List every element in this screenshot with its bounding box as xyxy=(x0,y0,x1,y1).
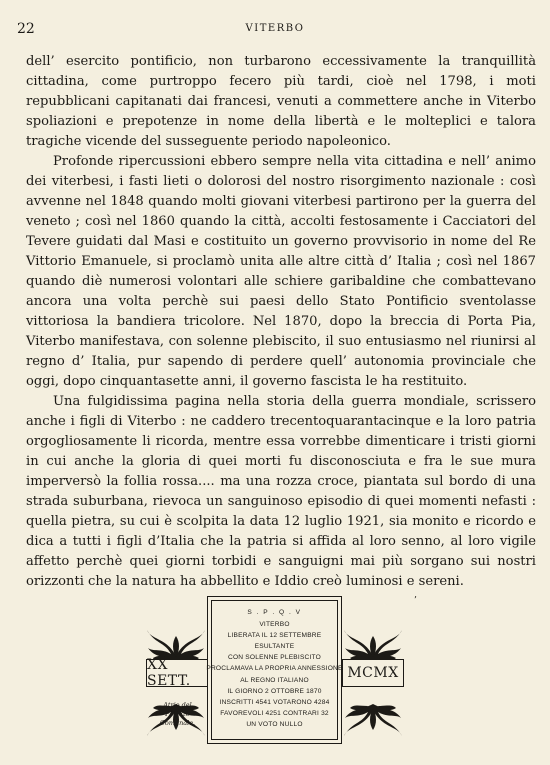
plaque-line: UN VOTO NULLO xyxy=(246,720,303,728)
plaque-line: S . P . Q . V xyxy=(247,609,302,616)
plaque-line: FAVOREVOLI 4251 CONTRARI 32 xyxy=(220,709,329,717)
plaque-illustration xyxy=(0,590,550,765)
margin-mark-icon: ’ xyxy=(414,596,417,606)
plaque-line: INSCRITTI 4541 VOTARONO 4284 xyxy=(219,698,330,706)
date-box-left: XX SETT. xyxy=(146,659,208,687)
plaque-caption xyxy=(150,701,205,728)
date-box-right: MCMX xyxy=(342,659,404,687)
plaque-line: CON SOLENNE PLEBISCITO xyxy=(228,654,321,662)
plaque-line: ESULTANTE xyxy=(254,643,295,651)
plaque-inscription xyxy=(206,600,343,740)
paragraph-napoleonic: dell’ esercito pontificio, non turbarono eccessivamente la tranquillità cittadina, come purtroppo fecero più tardi, cioè nel 1798, i moti repubblicani capitanati dai francesi, venuti a commettere anche in Viterbo spoliazioni e prepotenze in nome della libertà e le molteplici e talora tragiche vicende del susseguente periodo napoleonico. xyxy=(26,54,536,149)
running-title: VITERBO xyxy=(245,23,305,34)
page-header xyxy=(0,21,550,37)
plaque-line: IL GIORNO 2 OTTOBRE 1870 xyxy=(227,687,322,695)
plaque-line: PROCLAMAVA LA PROPRIA ANNESSIONE xyxy=(206,665,343,673)
commemorative-plaque xyxy=(207,596,342,744)
plaque-line: VITERBO xyxy=(259,621,290,629)
caption-line: Comunale. xyxy=(159,719,196,727)
plaque-line: LIBERATA IL 12 SETTEMBRE xyxy=(227,632,322,640)
plaque-line: AL REGNO ITALIANO xyxy=(240,676,309,684)
paragraph-great-war: Una fulgidissima pagina nella storia della guerra mondiale, scrissero anche i figli di Viterbo : ne caddero trecentoquarantacinque e la loro patria orgogliosamente li ricorda, mentre essa vorrebbe dimenticare i tristi giorni in cui anche la gloria di quei morti fu disconosciuta e fra le sue mura imperversò la follia rossa.... ma una rozza croce, piantata sul bordo di una strada suburbana, rievoca un sanguinoso episodio di quei momenti nefasti : quella pietra, su cui è scolpita la data 12 luglio 1921, sia monito e ricordo e dica a tutti i figli d’Italia che la patria si affida al loro senno, al loro vigile affetto perchè quei giorni torbidi e sanguigni mai più sorgano sui nostri orizzonti che la natura ha abbellito e Iddio creò luminosi e sereni. xyxy=(26,394,536,589)
body-text xyxy=(26,52,536,592)
caption-line: Atrio del Palazzo xyxy=(163,701,192,718)
page-number: 22 xyxy=(17,21,35,37)
paragraph-risorgimento: Profonde ripercussioni ebbero sempre nella vita cittadina e nell’ animo dei viterbesi, i fasti lieti o dolorosi del nostro risorgimento nazionale : così avvenne nel 1848 quando molti giovani viterbesi partirono per la guerra del veneto ; così nel 1860 quando la città, accolti festosamente i Cacciatori del Tevere guidati dal Masi e costituito un governo provvisorio in nome del Re Vittorio Emanuele, si proclamò unita alle altre città d’ Italia ; così nel 1867 quando diè numerosi volontari alle schiere garibaldine che combattevano ancora una volta perchè sui paesi dello Stato Pontificio sventolasse vittoriosa la bandiera tricolore. Nel 1870, dopo la breccia di Porta Pia, Viterbo manifestava, con solenne plebiscito, il suo entusiasmo nel riunirsi al regno d’ Italia, pur sapendo di perdere quell’ autonomia provinciale che oggi, dopo cinquantasette anni, il governo fascista le ha restituito. xyxy=(26,154,536,389)
